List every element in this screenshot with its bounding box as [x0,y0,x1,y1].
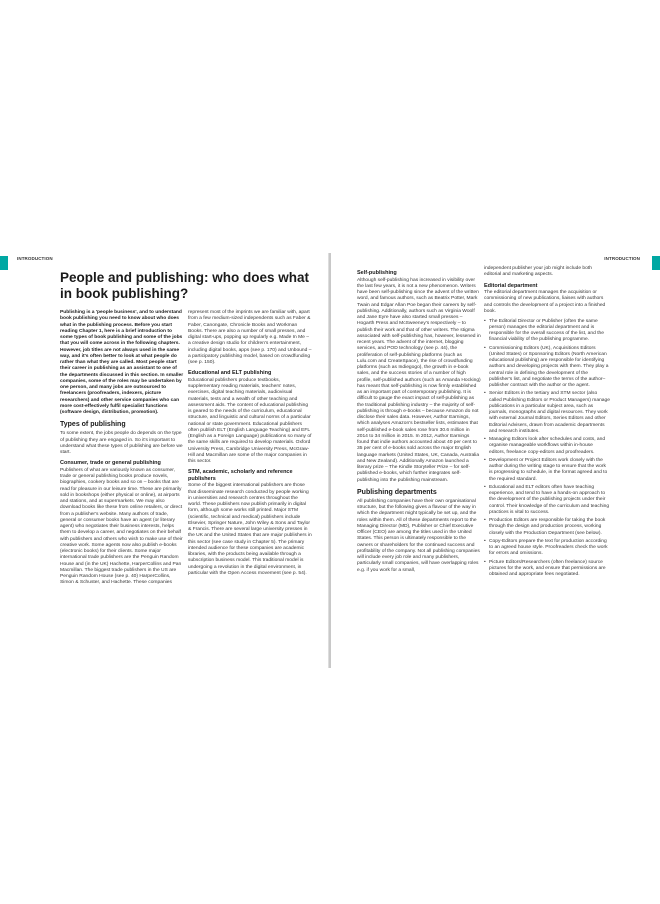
elt-heading: Educational and ELT publishing [188,370,272,377]
list-item: • Senior Editors in the tertiary and STM sector (also called Publishing Editors or Product Managers) manage publications in a particular subject area, such as journals, monographs and digital resources. They work with external Journal Editors, Series Editors and other Editorial Advisers, drawn from academic departments and research institutes. [484,391,610,435]
right-page [331,253,660,668]
self-publishing-paragraph: Although self-publishing has increased in visibility over the last few years, it is not a new phenomenon. Writers have been self-publishing since the advent of the written word, and famous authors, such as Beatrix Potter, Mark Twain and Edgar Allan Poe began their careers by self-publishing. Additionally, authors such as Virginia Woolf and Jane Eyre have also started small presses – Hogarth Press and McSweeney's respectively – to publish their work and that of other writers. The stigma associated with self-publishing has, however, lessened in recent years. The advent of the internet, blogging services, and POD technology (see p. 44), the proliferation of self-publishing platforms (such as Lulu.com and CreateSpace), the rise of crowdfunding platforms (such as Indiegogo), the growth in e-book sales, and the success stories of a number of high profile, self-published authors (such as Amanda Hocking) has meant that self-publishing is now firmly established as an important part of contemporary publishing. It is difficult to gauge the exact impact of self-publishing as the traditional publishing industry – the majority of self-publishing is through e-books – because Amazon do not disclose their sales data. However, Author Earnings, which analyses Amazon's bestseller lists, estimates that self-published e-book sales rose from 30.6 million in 2014 to 34 million in 2015. In 2012, Author Earnings found that indie authors accounted about 40 per cent to 35 per cent of e-books sold across the major English language markets (United States, UK, Canada, Australia and New Zealand). Additionally Amazon launched a literary prize – The Kindle Storyteller Prize – for self-published e-books, which further integrates self-publishing into the publishing mainstream. [357,277,481,483]
departments-paragraph: All publishing companies have their own organisational structure, but the following gives a flavour of the way in which the department might typically be set up, and the roles within them. All of these departments report to the Managing Director (MD), Publisher or Chief Executive Officer (CEO) are among the titles used in the United States. This person is ultimately responsible to the owners or shareholders for the continued success and profitability of the company. Not all publishing companies will include every job role and many publishers, particularly small companies, will have overlapping roles e.g. if you work for a small, [357,498,480,573]
list-item: • Educational and ELT editors often have teaching experience, and tend to have a hands-on approach to the development of the publishing projects under their control. Their knowledge of the curriculum and teaching practices is vital to success. [484,485,610,516]
left-column-1 [60,310,184,590]
consumer-paragraph: Publishers of what are variously known as consumer, trade or general publishing books produce novels, biographies, cookery books and so on – books that are read for pleasure in our leisure time. These are primarily sold in bookshops (either physical or online), at airports and stations, and at supermarkets. We may also download books like these from online retailers, or direct from a publisher's website. Many authors of trade, general or consumer books have an agent (or literary agent) who negotiates their business interests, helps them to develop a career, and negotiates on their behalf with publishers and others who wish to make use of their creative work. Some agents now also publish e-books (electronic books) for their clients. Some major international trade publishers are the Penguin Random House and (in the UK) Hachette, HarperCollins and Pan Macmillan. The biggest trade publishers in the US are Penguin Random House (see p. 40) HarperCollins, Simon & Schuster, and Hachette. These companies [60,467,183,586]
chapter-tab-left [0,256,8,270]
right-column-1 [357,266,481,577]
running-head-right: INTRODUCTION [604,256,640,261]
list-item: • Copy-Editors prepare the text for production according to an agreed house style. Proofreaders check the work for errors and omissions. [484,539,610,558]
consumer-heading: Consumer, trade or general publishing [60,460,161,467]
list-item: • Production Editors are responsible for taking the book through the design and production process, working closely with the Production Department (see below). [484,518,610,537]
intro-paragraph: Publishing is a 'people business', and to understand book publishing you need to know about who does what in the publishing process. Before you start reading Chapter 1, here is a brief introduction to some types of book publishing and some of the jobs that you will come across in the following chapters. However, job titles are not always used in the same way, and it's often better to look at what people do rather than what they are called. Most people start their career in publishing as an assistant to one of the departments discussed in this section. In smaller companies, some of the roles may be undertaken by one person, and many jobs are outsourced to freelancers (proofreaders, indexers, picture researchers) and other service companies who can more cost-effectively fulfil specialist functions (software design, distribution, promotion). [60,310,184,415]
list-item: • The Editorial Director or Publisher (often the same person) manages the editorial department and is responsible for the overall success of the list, and the financial viability of the publishing programme. [484,319,610,344]
list-item: • Development or Project Editors work closely with the author during the writing stage to ensure that the work is progressing to schedule, in the format agreed and to the required standard. [484,458,610,483]
departments-heading: Publishing departments [357,488,437,496]
stm-paragraph: Some of the biggest international publishers are those that disseminate research conducted by people working in universities and research centres throughout the world. These publishers now publish primarily in digital form, although some works still printed. Major STM (scientific, technical and medical) publishers include Elsevier, Springer Nature, John Wiley & Sons and Taylor & Francis. There are several large university presses in the UK and the United States that are major publishers in this sector (see case study in Chapter 5). The primary intended audience for these companies are academic libraries, with the products being available through a subscription business model. This traditional model is undergoing a revolution in the digital environment, in particular with the Open Access movement (see p. 54). [188,483,312,576]
types-paragraph: To some extent, the jobs people do depends on the type of publishing they are engaged in. So it's important to understand what these types of publishing are before we start. [60,431,183,455]
right-column-2 [484,266,610,580]
editorial-roles-list [484,319,610,579]
list-item: • Managing Editors look after schedules and costs, and organise manageable workflows within in-house editors, freelance copy-editors and proofreaders. [484,437,610,456]
elt-paragraph: Educational publishers produce textbooks, supplementary reading materials, teachers' notes, exercises, digital teaching materials, audiovisual materials, tests and a wealth of other teaching and assessment aids. The content of educational publishing is geared to the needs of the curriculum, educational structure, and linguistic and cultural norms of a particular national or state government. Educational publishers often publish ELT (English Language Teaching) and EFL (English as a Foreign Language) publications so many of the same skills are required to develop materials. Oxford University Press, Cambridge University Press, McGraw-Hill and Macmillan are some of the major companies in this sector. [188,377,312,464]
page-title: People and publishing: who does what in book publishing? [60,270,310,301]
editorial-heading: Editorial department [484,282,538,289]
imprints-paragraph: represent most of the imprints we are familiar with, apart from a few medium-sized independents such as Faber & Faber, Canongate, Chronicle Books and Workman Books. There are also a number of small presses, and digital start-ups, popping up regularly e.g. Made In Me – a creative design studio for children's entertainment, including digital books, apps (see p. 170) and Unbound – a participatory publishing model, based on crowdfunding (see p. 150). [188,310,312,365]
list-item: • Commissioning Editors (UK), Acquisitions Editors (United States) or Sponsoring Editors (North American educational publishing) are responsible for identifying authors and developing projects with them. They play a central role in defining the development of the publisher's list, and negotiate the terms of the author–publisher contract with the author or the agent. [484,346,610,390]
types-heading: Types of publishing [60,421,126,429]
running-head-left: INTRODUCTION [17,256,53,261]
left-column-2 [188,310,312,581]
book-spread [0,253,660,668]
left-page [0,253,329,668]
small-publisher-paragraph: independent publisher your job might include both editorial and marketing aspects. [484,266,592,278]
stm-heading: STM, academic, scholarly and reference publishers [188,469,293,482]
editorial-paragraph: The editorial department manages the acquisition or commissioning of new publications, liaises with authors and controls the development of a project into a finished book. [484,290,606,314]
self-publishing-heading: Self-publishing [357,270,397,276]
list-item: • Picture Editors/Researchers (often freelance) source pictures for the work, and ensure that permissions are obtained and appropriate fees negotiated. [484,560,610,579]
chapter-tab-right [652,256,660,270]
